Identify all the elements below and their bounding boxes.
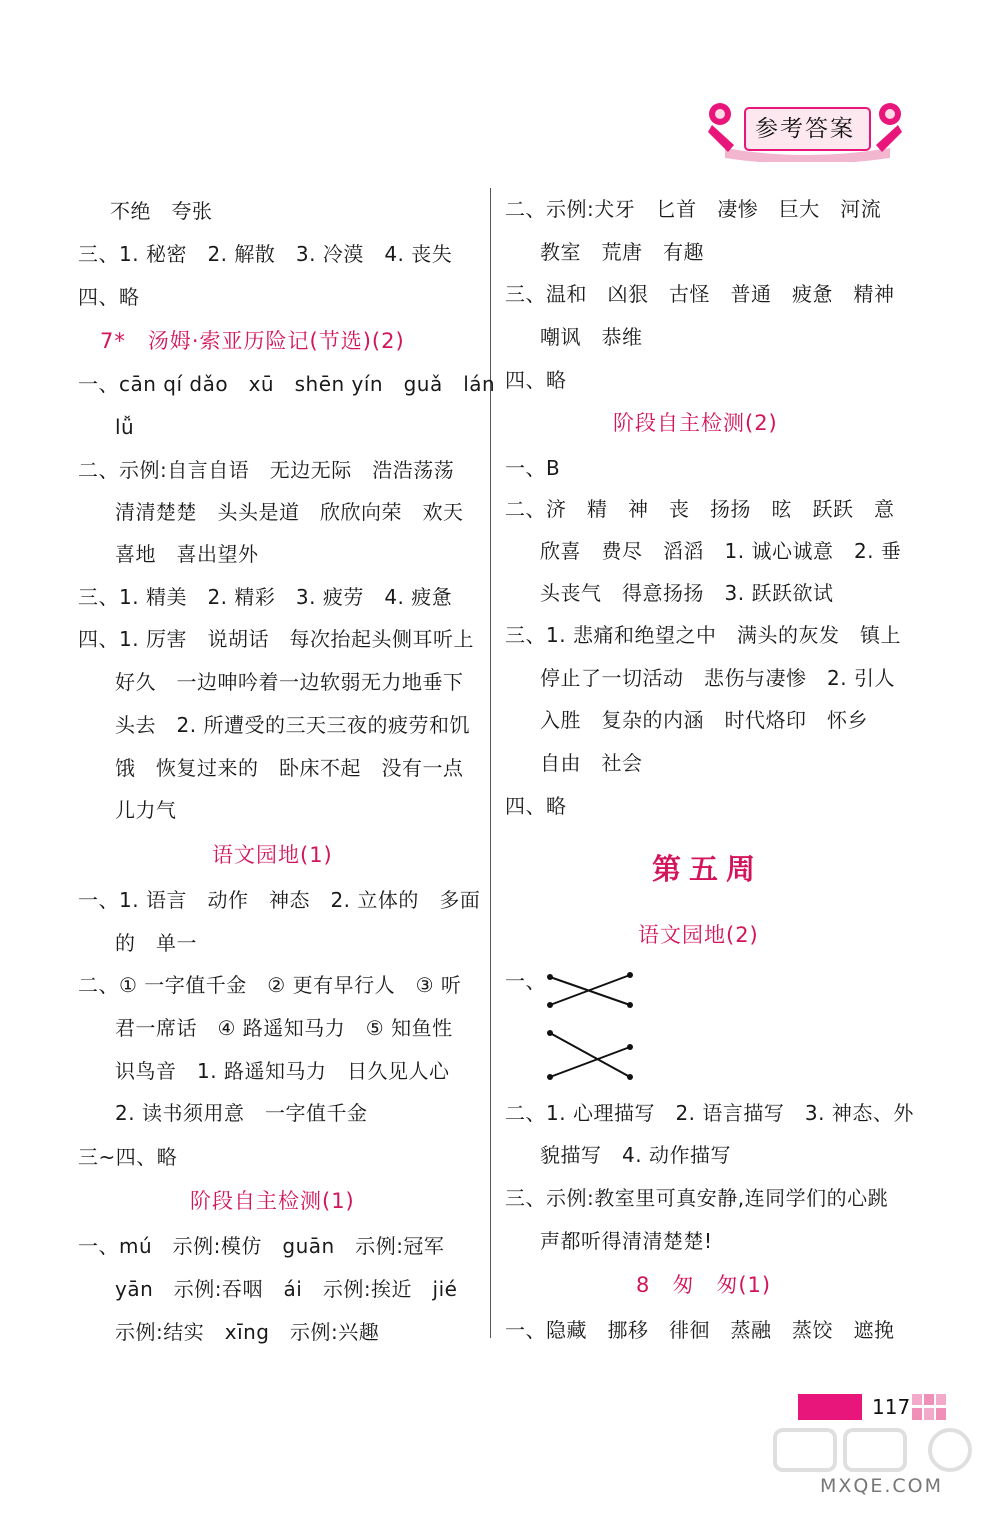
answer-line: 嘲讽 恭维 bbox=[540, 325, 643, 349]
column-divider bbox=[490, 188, 491, 1338]
answer-line: 一、隐藏 挪移 徘徊 蒸融 蒸饺 遮挽 bbox=[505, 1318, 895, 1342]
answer-line: 饿 恢复过来的 卧床不起 没有一点 bbox=[115, 756, 464, 780]
answer-line: 三、示例:教室里可真安静,连同学们的心跳 bbox=[505, 1186, 889, 1210]
watermark-logo bbox=[770, 1425, 990, 1510]
answer-line: 一、1. 语言 动作 神态 2. 立体的 多面 bbox=[78, 888, 481, 912]
answer-line: 四、1. 厉害 说胡话 每次抬起头侧耳听上 bbox=[78, 627, 474, 651]
answer-line: 识鸟音 1. 路遥知马力 日久见人心 bbox=[115, 1059, 450, 1083]
section-heading: 阶段自主检测(1) bbox=[190, 1189, 355, 1213]
answer-line: 三~四、略 bbox=[78, 1145, 178, 1169]
answer-line: 四、略 bbox=[78, 285, 140, 309]
answer-line: 二、示例:自言自语 无边无际 浩浩荡荡 bbox=[78, 458, 455, 482]
answer-line: 示例:结实 xīng 示例:兴趣 bbox=[115, 1320, 380, 1344]
answer-line: 欣喜 费尽 滔滔 1. 诚心诚意 2. 垂 bbox=[540, 539, 902, 563]
answer-line: 儿力气 bbox=[115, 798, 177, 822]
answer-line: 停止了一切活动 悲伤与凄惨 2. 引人 bbox=[540, 666, 895, 690]
answer-line: 二、济 精 神 丧 扬扬 昡 跃跃 意 bbox=[505, 497, 895, 521]
answer-line: 四、略 bbox=[505, 368, 567, 392]
answer-line: 自由 社会 bbox=[540, 751, 643, 775]
answer-line: 头丧气 得意扬扬 3. 跃跃欲试 bbox=[540, 581, 834, 605]
section-heading: 阶段自主检测(2) bbox=[613, 411, 778, 435]
section-heading: 语文园地(2) bbox=[638, 923, 759, 947]
answer-line: 不绝 夸张 bbox=[110, 199, 213, 223]
answer-line: 三、1. 悲痛和绝望之中 满头的灰发 镇上 bbox=[505, 623, 901, 647]
week-heading: 第五周 bbox=[652, 852, 764, 886]
section-heading: 7* 汤姆·索亚历险记(节选)(2) bbox=[100, 329, 405, 353]
page-corner-decoration bbox=[912, 1394, 946, 1420]
answer-line: 二、① 一字值千金 ② 更有早行人 ③ 听 bbox=[78, 973, 462, 997]
answer-line: 四、略 bbox=[505, 794, 567, 818]
answer-line: 好久 一边呻吟着一边软弱无力地垂下 bbox=[115, 670, 464, 694]
answer-line: 的 单一 bbox=[115, 931, 197, 955]
answer-line: 一、 bbox=[505, 969, 546, 993]
answer-line: 喜地 喜出望外 bbox=[115, 542, 259, 566]
answer-line: 三、1. 秘密 2. 解散 3. 冷漠 4. 丧失 bbox=[78, 242, 453, 266]
section-heading: 8 匆 匆(1) bbox=[636, 1273, 772, 1297]
answer-line: lǚ bbox=[115, 415, 135, 439]
answer-line: 一、cān qí dǎo xū shēn yín guǎ lán bbox=[78, 372, 496, 396]
answer-line: 三、温和 凶狠 古怪 普通 疲惫 精神 bbox=[505, 282, 895, 306]
answer-line: 2. 读书须用意 一字值千金 bbox=[115, 1101, 368, 1125]
answer-line: 清清楚楚 头头是道 欣欣向荣 欢天 bbox=[115, 500, 464, 524]
answer-banner-label: 参考答案 bbox=[755, 116, 855, 142]
answer-line: 一、mú 示例:模仿 guān 示例:冠军 bbox=[78, 1234, 445, 1258]
answer-line: 一、B bbox=[505, 456, 561, 480]
answer-line: 二、示例:犬牙 匕首 凄惨 巨大 河流 bbox=[505, 197, 882, 221]
watermark-text: MXQE.COM bbox=[820, 1475, 944, 1497]
answer-line: 入胜 复杂的内涵 时代烙印 怀乡 bbox=[540, 708, 868, 732]
answer-line: 貌描写 4. 动作描写 bbox=[540, 1143, 731, 1167]
page-number: 117 bbox=[872, 1395, 911, 1419]
answer-line: 教室 荒唐 有趣 bbox=[540, 240, 704, 264]
matching-lines-diagram bbox=[540, 965, 640, 1080]
answer-line: 头去 2. 所遭受的三天三夜的疲劳和饥 bbox=[115, 713, 470, 737]
section-heading: 语文园地(1) bbox=[212, 843, 333, 867]
answer-line: 三、1. 精美 2. 精彩 3. 疲劳 4. 疲惫 bbox=[78, 585, 453, 609]
answer-line: 君一席话 ④ 路遥知马力 ⑤ 知鱼性 bbox=[115, 1016, 453, 1040]
answer-line: 声都听得清清楚楚! bbox=[540, 1229, 713, 1253]
page-number-bar bbox=[798, 1394, 862, 1420]
answer-line: yān 示例:吞咽 ái 示例:挨近 jié bbox=[115, 1277, 458, 1301]
answer-line: 二、1. 心理描写 2. 语言描写 3. 神态、外 bbox=[505, 1101, 914, 1125]
